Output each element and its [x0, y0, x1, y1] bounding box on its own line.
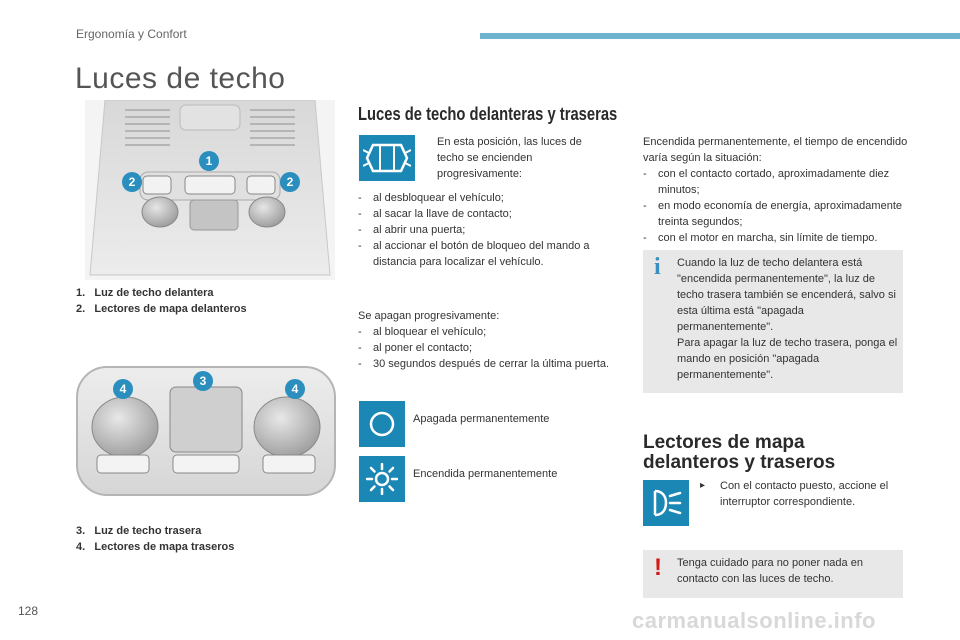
- watermark: carmanualsonline.info: [632, 608, 876, 633]
- map-instruction-text: Con el contacto puesto, accione el interruptor correspondiente.: [720, 480, 889, 508]
- map-light-icon: [649, 488, 683, 518]
- info-marker-icon: i: [654, 254, 661, 280]
- caption-label: Luz de techo delantera: [94, 287, 214, 299]
- on-label: Encendida permanentemente: [413, 468, 558, 480]
- permanent-intro: Encendida permanentemente, el tiempo de encendido varía según la situación:: [643, 136, 908, 164]
- caption-label: Lectores de mapa traseros: [94, 541, 235, 553]
- caption-num: 2.: [76, 303, 86, 315]
- warning-icon: !: [654, 554, 662, 581]
- caption-num: 3.: [76, 525, 86, 537]
- info-text: [677, 255, 899, 383]
- page-number: 128: [18, 604, 39, 618]
- door-position-text: En esta posición, las luces de techo se encienden progresivamente:: [437, 136, 582, 180]
- caption-label: Luz de techo trasera: [94, 525, 202, 537]
- off-block: [358, 308, 618, 372]
- off-label: Apagada permanentemente: [413, 413, 550, 425]
- car-doors-icon: [363, 141, 411, 175]
- list-item: - al poner el contacto;: [358, 340, 618, 356]
- door-position-icon: [359, 135, 415, 181]
- section-label: Ergonomía y Confort: [76, 27, 187, 41]
- caption-item: [76, 285, 247, 301]
- caption-item: [76, 539, 234, 555]
- off-conditions-list: [358, 324, 618, 372]
- circle-off-icon: [367, 409, 397, 439]
- callout-2-right-label: 2: [286, 175, 294, 189]
- header-accent-bar: [480, 33, 960, 39]
- callout-2-left-label: 2: [128, 175, 136, 189]
- bullet-arrow-icon: ▸: [700, 480, 706, 491]
- list-item: - 30 segundos después de cerrar la última puerta.: [358, 356, 618, 372]
- warning-box: [643, 550, 903, 598]
- list-item: - al desbloquear el vehículo;: [358, 190, 618, 206]
- callout-1-label: 1: [205, 154, 213, 168]
- caption-item: [76, 301, 247, 317]
- list-item: - al accionar el botón de bloqueo del mando a distancia para localizar el vehículo.: [358, 238, 618, 270]
- off-intro: Se apagan progresivamente:: [358, 310, 500, 322]
- section-heading: Luces de techo delanteras y traseras: [358, 104, 618, 124]
- info-paragraph: Cuando la luz de techo delantera está "encendida permanentemente", la luz de techo trasera también se encenderá, salvo si esta última está "apagada permanentemente".: [677, 257, 896, 333]
- front-lights-illustration: [85, 100, 335, 280]
- list-item: - al sacar la llave de contacto;: [358, 206, 618, 222]
- map-instruction: [700, 478, 905, 510]
- map-lights-heading: Lectores de mapa delanteros y traseros: [643, 432, 836, 473]
- off-position-icon: [359, 401, 405, 447]
- rear-lights-illustration: [75, 365, 337, 500]
- permanent-block: [643, 134, 908, 246]
- callout-4-left-label: 4: [119, 382, 127, 396]
- list-item: - con el contacto cortado, aproximadamente diez minutos;: [643, 166, 908, 198]
- info-box: [643, 250, 903, 393]
- caption-item: [76, 523, 234, 539]
- on-conditions-list: [358, 190, 618, 270]
- captions-bottom: [76, 523, 234, 555]
- list-item: - en modo economía de energía, aproximadamente treinta segundos;: [643, 198, 908, 230]
- caption-num: 4.: [76, 541, 86, 553]
- captions-top: [76, 285, 247, 317]
- on-position-icon: [359, 456, 405, 502]
- sun-on-icon: [366, 463, 398, 495]
- list-item: - al abrir una puerta;: [358, 222, 618, 238]
- info-paragraph: Para apagar la luz de techo trasera, ponga el mando en posición "apagada permanentemente".: [677, 337, 898, 381]
- map-light-icon-box: [643, 480, 689, 526]
- callout-4-right-label: 4: [291, 382, 299, 396]
- list-item: - con el motor en marcha, sin límite de tiempo.: [643, 230, 908, 246]
- caption-label: Lectores de mapa delanteros: [94, 303, 247, 315]
- page-title: Luces de techo: [75, 62, 286, 95]
- list-item: - al bloquear el vehículo;: [358, 324, 618, 340]
- callout-3-label: 3: [199, 374, 207, 388]
- permanent-list: [643, 166, 908, 246]
- caption-num: 1.: [76, 287, 86, 299]
- warning-text: Tenga cuidado para no poner nada en contacto con las luces de techo.: [677, 557, 863, 585]
